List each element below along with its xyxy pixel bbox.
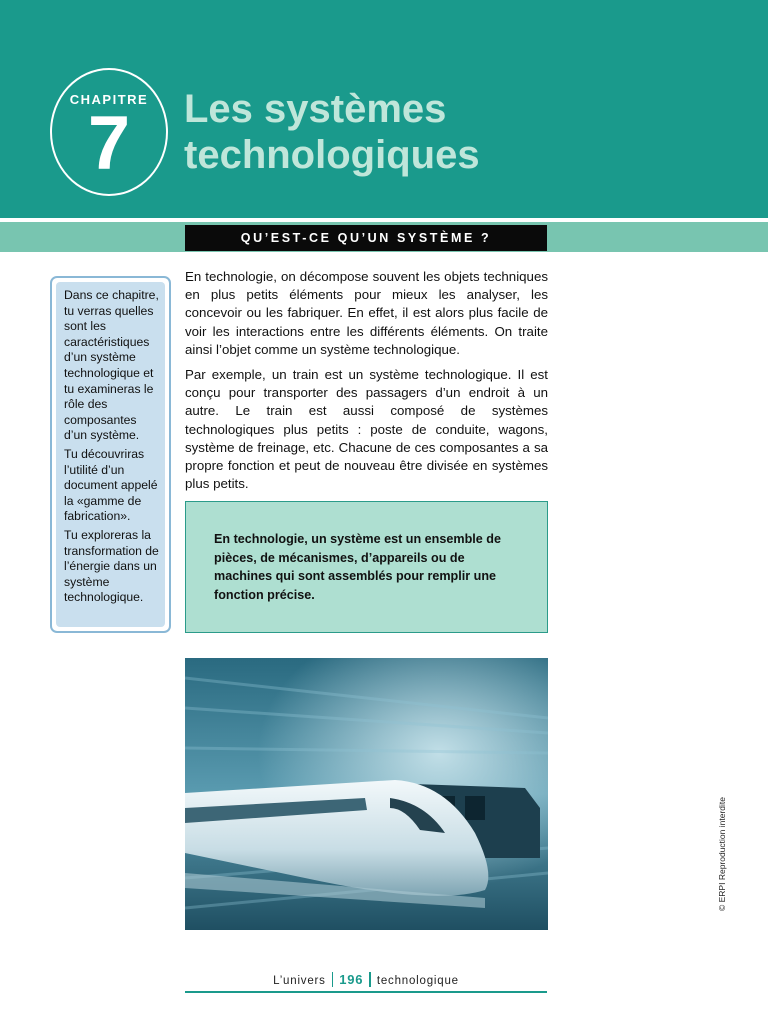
objective-paragraph: Tu exploreras la transformation de l’énergie dans un système technologique. — [64, 527, 159, 605]
train-image — [185, 658, 548, 930]
chapter-title — [184, 86, 480, 178]
body-paragraph-1: En technologie, on décompose souvent les objets techniques en plus petits éléments pour mieux les analyser, les concevoir ou les fabriquer. En effet, il est alors plus facile de voir les interactions entre les différents éléments. On traite ainsi l’objet comme un système technologique. — [185, 269, 548, 357]
footer-left: L’univers — [273, 975, 326, 987]
footer-separator — [369, 972, 371, 987]
body-paragraph-2: Par exemple, un train est un système technologique. Il est conçu pour transporter des passagers d’un endroit à un autre. Le train est aussi composé de systèmes technologiques plus petits : poste de conduite, wagons, système de freinage, etc. Chacune de ces composantes a sa propre fonction et peut de nouveau être divisée en systèmes plus petits. — [185, 367, 548, 492]
objective-paragraph: Tu découvriras l’utilité d’un document appelé la «gamme de fabrication». — [64, 446, 158, 524]
section-heading: QU’EST-CE QU’UN SYSTÈME ? — [185, 225, 547, 251]
page-number: 196 — [339, 972, 364, 987]
footer-right: technologique — [376, 975, 459, 987]
chapter-objectives-box — [50, 276, 171, 633]
body-text — [185, 268, 548, 500]
definition-after: est un ensemble de pièces, de mécanismes, d’appareils ou de machines qui sont assemblés pour remplir une fonction précise. — [214, 532, 501, 602]
chapter-title-line2: technologiques — [184, 133, 480, 177]
chapter-title-line1: Les systèmes — [184, 87, 447, 131]
copyright-notice — [712, 780, 727, 911]
chapter-objectives-content — [56, 282, 165, 627]
chapter-label: CHAPITRE — [69, 92, 149, 107]
chapter-header — [0, 0, 768, 218]
definition-box — [185, 501, 548, 633]
footer-rule — [185, 991, 547, 993]
copyright-text: © ERPI Reproduction interdite — [717, 797, 727, 911]
chapter-badge — [50, 68, 168, 196]
definition-term: système — [330, 532, 381, 546]
footer-separator — [332, 972, 334, 987]
chapter-number: 7 — [87, 101, 131, 186]
definition-text — [214, 530, 519, 604]
definition-before: En technologie, un — [214, 532, 331, 546]
page-footer — [185, 972, 547, 990]
objective-paragraph: Dans ce chapitre, tu verras quelles sont les caractéristiques d’un système technologique et tu examineras le rôle des composantes d’un système. — [64, 288, 159, 443]
train-photo — [185, 658, 548, 930]
